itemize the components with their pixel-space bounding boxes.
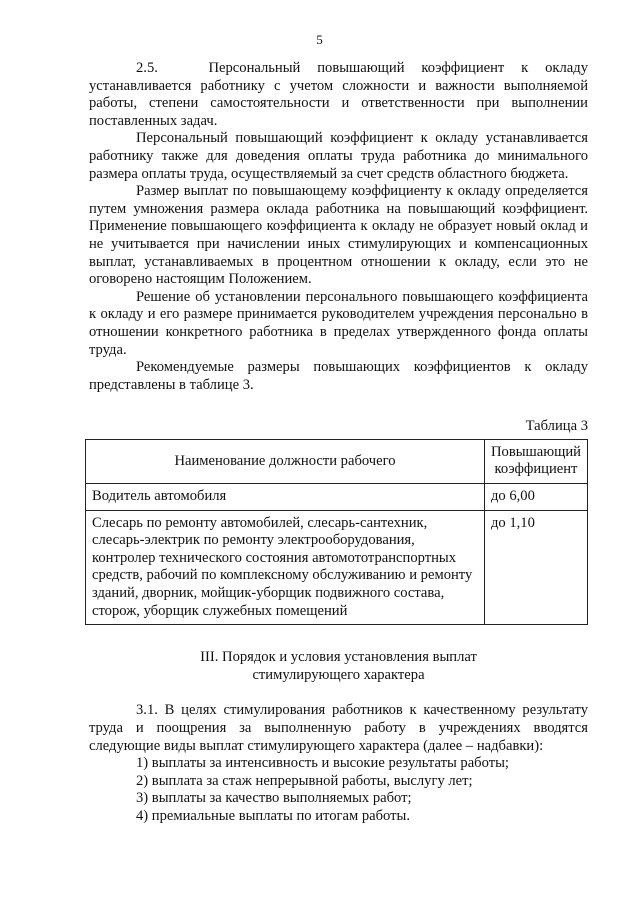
table-caption: Таблица 3 — [525, 418, 588, 435]
table-header-position: Наименование должности рабочего — [86, 439, 485, 483]
section-title-line-1: III. Порядок и условия установления выплат — [200, 649, 477, 666]
list-item: 4) премиальные выплаты по итогам работы. — [136, 807, 410, 824]
paragraph-2-5: 2.5. Персональный повышающий коэффициент к окладу устанавливается работнику с учетом сложности и важности выполняемой работы, степени самостоятельности и ответственности при выполнении поставленных задач. — [89, 60, 588, 129]
table-cell-coefficient: до 1,10 — [484, 510, 587, 625]
list-item: 1) выплаты за интенсивность и высокие результаты работы; — [136, 755, 509, 772]
table-header-coefficient: Повышающий коэффициент — [484, 439, 587, 483]
page-number: 5 — [316, 32, 323, 47]
table-row — [86, 510, 588, 625]
paragraph-decision: Решение об установлении персонального повышающего коэффициента к окладу и его размере принимается руководителем учреждения персонально в отношении конкретного работника в пределах утвержденного фонда оплаты труда. — [89, 288, 588, 358]
document-body — [89, 60, 588, 826]
coefficients-table — [85, 439, 588, 625]
section-title — [89, 649, 588, 684]
table-cell-position: Слесарь по ремонту автомобилей, слесарь-сантехник, слесарь-электрик по ремонту электрооборудования, контролер технического состояния автомототранспортных средств, рабочий по комплексному обслуживанию и ремонту зданий, дворник, мойщик-уборщик подвижного состава, сторож, уборщик служебных помещений — [86, 510, 485, 625]
list-item: 2) выплата за стаж непрерывной работы, выслугу лет; — [136, 772, 473, 789]
table-cell-coefficient: до 6,00 — [484, 484, 587, 511]
paragraph-table-reference: Рекомендуемые размеры повышающих коэффициентов к окладу представлены в таблице 3. — [89, 359, 588, 393]
table-cell-position: Водитель автомобиля — [86, 484, 485, 511]
table-row — [86, 484, 588, 511]
list-item: 3) выплаты за качество выполняемых работ; — [136, 790, 412, 807]
section-title-line-2: стимулирующего характера — [252, 666, 425, 683]
paragraph-payment-size: Размер выплат по повышающему коэффициенту к окладу определяется путем умножения размера оклада работника на повышающий коэффициент. Применение повышающего коэффициента к окладу не образует новый оклад и не учитывается при начислении иных стимулирующих и компенсационных выплат, устанавливаемых в процентном отношении к окладу, если это не оговорено настоящим Положением. — [89, 183, 588, 288]
paragraph-3-1: 3.1. В целях стимулирования работников к качественному результату труда и поощрения за выполненную работу в учреждениях вводятся следующие виды выплат стимулирующего характера (далее – надбавки): — [89, 702, 588, 754]
paragraph-minimum-wage: Персональный повышающий коэффициент к окладу устанавливается работнику также для доведения оплаты труда работника до минимального размера оплаты труда, осуществляемый за счет средств областного бюджета. — [89, 130, 588, 182]
table-header-row — [86, 439, 588, 483]
